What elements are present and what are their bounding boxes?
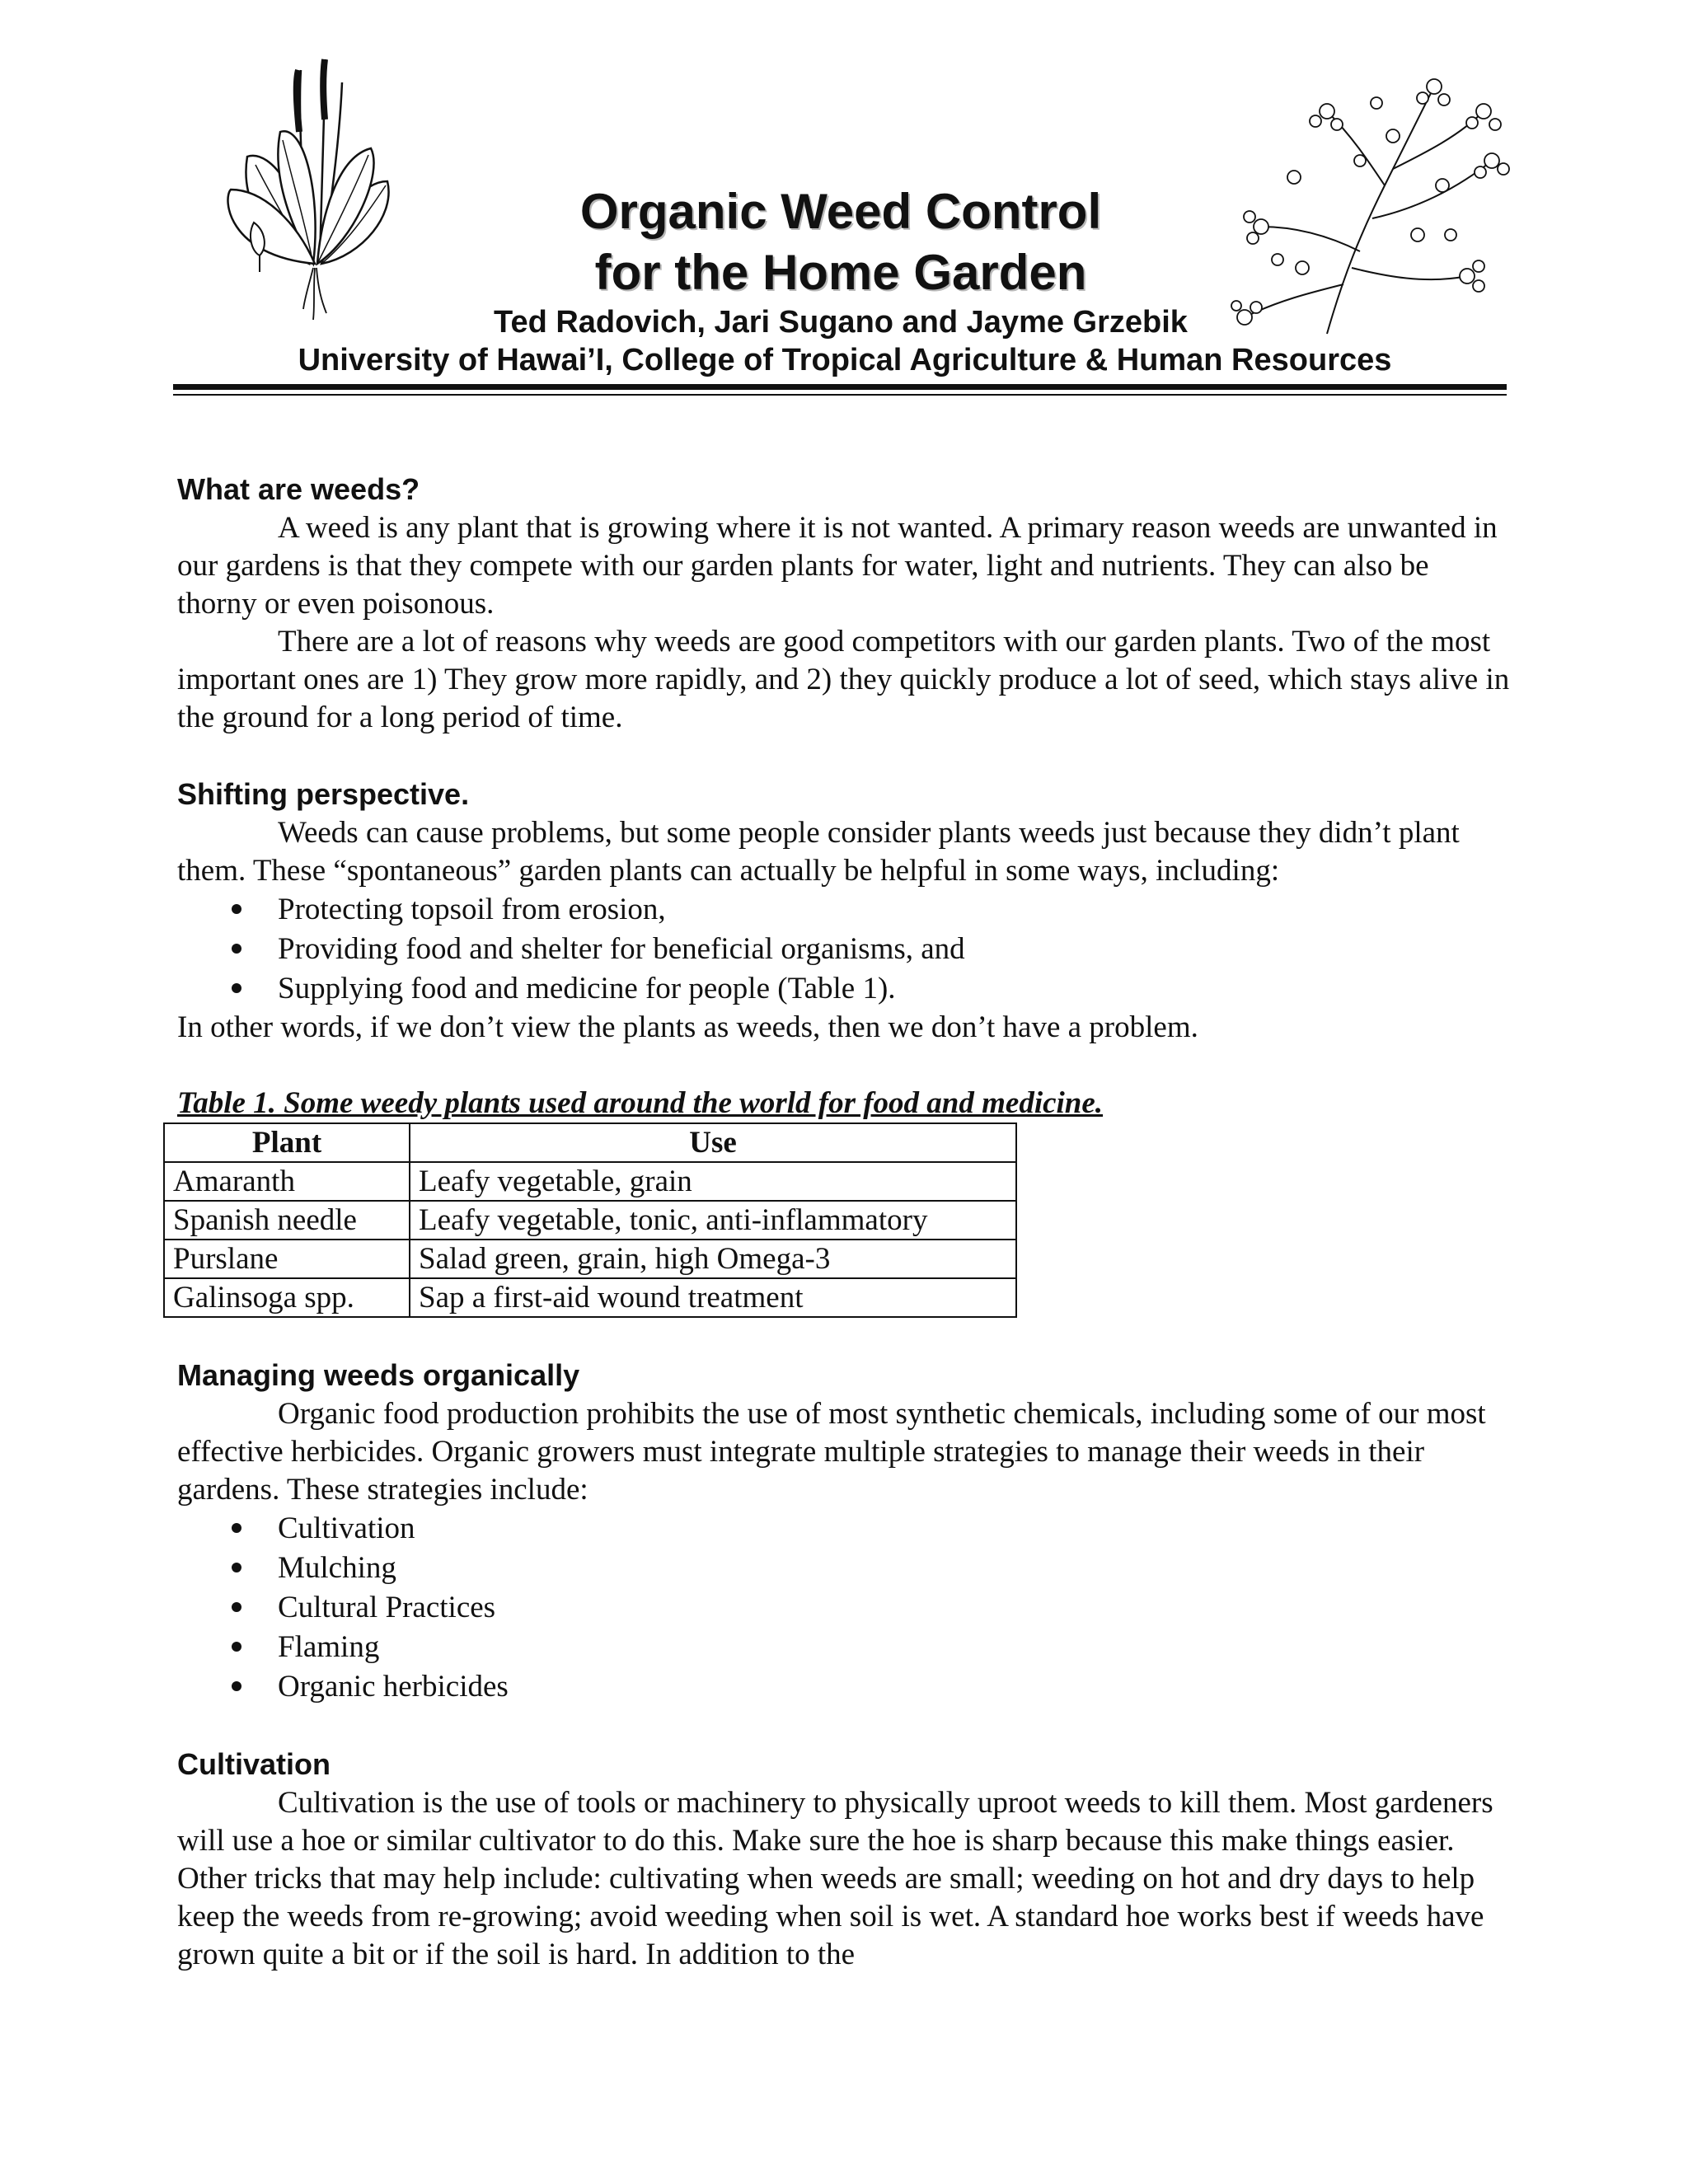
document-title-line-1: Organic Weed Control — [579, 184, 1102, 239]
paragraph: Cultivation is the use of tools or machinery to physically uproot weeds to kill them. Most gardeners will use a hoe or similar cultivator to do this. Make sure the hoe is sharp because this make things easier. Other tricks that may help include: cultivating when weeds are small; weeding on hot and dry days to help keep the weeds from re-growing; avoid weeding when soil is wet. A standard hoe works best if weeds have grown quite a bit or if the soil is hard. In addition to the — [177, 1786, 1493, 1971]
header-rule-thin — [173, 394, 1507, 396]
affiliation: University of Hawai’I, College of Tropical Agriculture & Human Resources — [298, 343, 1392, 377]
table-cell: Leafy vegetable, tonic, anti-inflammatory — [410, 1201, 1016, 1240]
strategies-list — [177, 1509, 1512, 1707]
heading-managing-weeds: Managing weeds organically — [177, 1358, 580, 1392]
bullet-icon — [232, 944, 241, 954]
heading-shifting-perspective: Shifting perspective. — [177, 777, 470, 811]
list-item: Cultural Practices — [177, 1588, 1512, 1628]
table-cell: Amaranth — [164, 1162, 410, 1201]
paragraph: A weed is any plant that is growing where it is not wanted. A primary reason weeds are unwanted in our gardens is that they compete with our garden plants for water, light and nutrients. They can also be thorny or even poisonous. — [177, 511, 1498, 621]
weedy-plants-table — [163, 1122, 1017, 1318]
header-rule-thick — [173, 384, 1507, 390]
table-row — [164, 1240, 1016, 1278]
document-body — [173, 470, 1512, 1974]
list-item: Supplying food and medicine for people (Table 1). — [177, 969, 1512, 1009]
bullet-icon — [232, 904, 241, 914]
heading-what-are-weeds: What are weeds? — [177, 472, 420, 506]
table-cell: Galinsoga spp. — [164, 1278, 410, 1317]
table-caption: Table 1. Some weedy plants used around the world for food and medicine. — [177, 1086, 1104, 1120]
table-header-cell: Use — [410, 1123, 1016, 1162]
bullet-icon — [232, 983, 241, 993]
table-header-cell: Plant — [164, 1123, 410, 1162]
table-row — [164, 1201, 1016, 1240]
paragraph: There are a lot of reasons why weeds are good competitors with our garden plants. Two of the most important ones are 1) They grow more rapidly, and 2) they quickly produce a lot of seed, which stays alive in the ground for a long period of time. — [177, 625, 1510, 734]
paragraph: Organic food production prohibits the use of most synthetic chemicals, including some of our most effective herbicides. Organic growers must integrate multiple strategies to manage their weeds in their gardens. These strategies include: — [177, 1397, 1486, 1507]
table-cell: Purslane — [164, 1240, 410, 1278]
table-cell: Salad green, grain, high Omega-3 — [410, 1240, 1016, 1278]
list-item: Flaming — [177, 1628, 1512, 1667]
table-row — [164, 1278, 1016, 1317]
bullet-icon — [232, 1642, 241, 1652]
bullet-icon — [232, 1563, 241, 1572]
list-item: Cultivation — [177, 1509, 1512, 1549]
benefits-list — [177, 890, 1512, 1009]
list-item: Mulching — [177, 1549, 1512, 1588]
heading-cultivation: Cultivation — [177, 1747, 331, 1781]
table-cell: Sap a first-aid wound treatment — [410, 1278, 1016, 1317]
list-item: Protecting topsoil from erosion, — [177, 890, 1512, 930]
table-header-row — [164, 1123, 1016, 1162]
authors: Ted Radovich, Jari Sugano and Jayme Grzebik — [494, 305, 1188, 340]
table-cell: Spanish needle — [164, 1201, 410, 1240]
list-item: Providing food and shelter for beneficial organisms, and — [177, 930, 1512, 969]
list-item: Organic herbicides — [177, 1667, 1512, 1707]
paragraph: In other words, if we don’t view the plants as weeds, then we don’t have a problem. — [177, 1010, 1198, 1044]
document-title-line-2: for the Home Garden — [594, 245, 1087, 300]
bullet-icon — [232, 1602, 241, 1612]
paragraph: Weeds can cause problems, but some people consider plants weeds just because they didn’t plant them. These “spontaneous” garden plants can actually be helpful in some ways, including: — [177, 816, 1460, 888]
bullet-icon — [232, 1681, 241, 1691]
table-row — [164, 1162, 1016, 1201]
table-cell: Leafy vegetable, grain — [410, 1162, 1016, 1201]
bullet-icon — [232, 1523, 241, 1533]
